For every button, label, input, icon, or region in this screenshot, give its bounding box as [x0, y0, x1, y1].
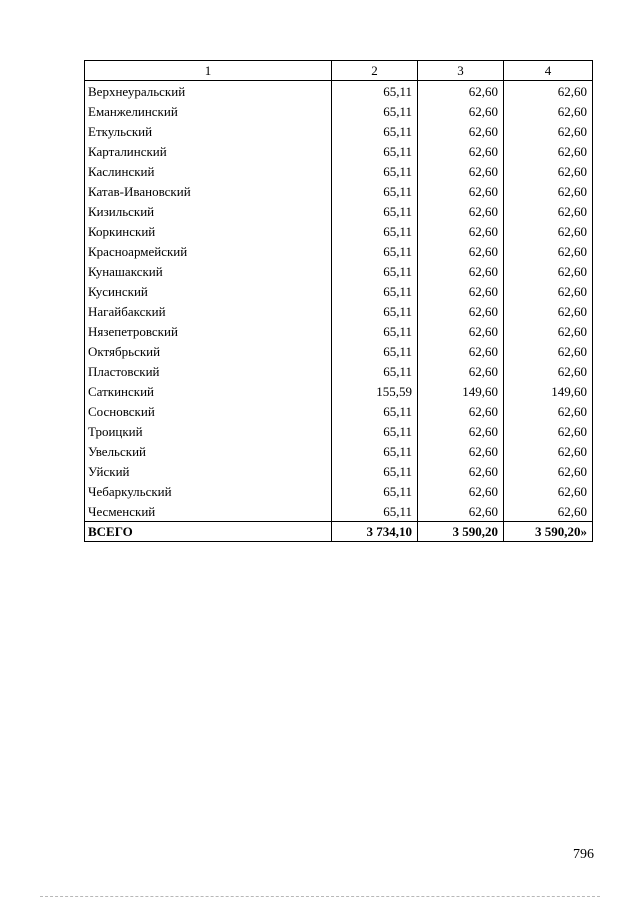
value-col3: 62,60 [418, 421, 504, 441]
district-name: Пластовский [85, 361, 332, 381]
value-col3: 62,60 [418, 201, 504, 221]
total-row [85, 522, 593, 542]
value-col3: 62,60 [418, 501, 504, 522]
value-col4: 62,60 [504, 301, 593, 321]
value-col4: 62,60 [504, 201, 593, 221]
total-value-col3: 3 590,20 [418, 522, 504, 542]
table-header [85, 61, 593, 81]
table-body [85, 81, 593, 522]
district-name: Катав-Ивановский [85, 181, 332, 201]
value-col3: 62,60 [418, 261, 504, 281]
value-col4: 62,60 [504, 101, 593, 121]
district-name: Чебаркульский [85, 481, 332, 501]
value-col3: 62,60 [418, 161, 504, 181]
district-name: Сосновский [85, 401, 332, 421]
table-row [85, 301, 593, 321]
table-footer [85, 522, 593, 542]
value-col2: 65,11 [332, 361, 418, 381]
value-col2: 65,11 [332, 501, 418, 522]
value-col2: 65,11 [332, 181, 418, 201]
value-col2: 65,11 [332, 221, 418, 241]
district-name: Уйский [85, 461, 332, 481]
table-row [85, 201, 593, 221]
column-header-1: 1 [85, 61, 332, 81]
value-col2: 65,11 [332, 101, 418, 121]
district-name: Еманжелинский [85, 101, 332, 121]
value-col2: 65,11 [332, 401, 418, 421]
value-col2: 65,11 [332, 141, 418, 161]
district-name: Чесменский [85, 501, 332, 522]
table-row [85, 341, 593, 361]
total-label: ВСЕГО [85, 522, 332, 542]
total-value-col2: 3 734,10 [332, 522, 418, 542]
value-col3: 149,60 [418, 381, 504, 401]
value-col2: 65,11 [332, 201, 418, 221]
header-row [85, 61, 593, 81]
value-col3: 62,60 [418, 141, 504, 161]
value-col4: 62,60 [504, 221, 593, 241]
column-header-3: 3 [418, 61, 504, 81]
value-col2: 155,59 [332, 381, 418, 401]
value-col3: 62,60 [418, 81, 504, 102]
value-col3: 62,60 [418, 281, 504, 301]
value-col4: 62,60 [504, 461, 593, 481]
value-col2: 65,11 [332, 441, 418, 461]
district-name: Верхнеуральский [85, 81, 332, 102]
value-col3: 62,60 [418, 321, 504, 341]
value-col4: 149,60 [504, 381, 593, 401]
value-col4: 62,60 [504, 281, 593, 301]
value-col3: 62,60 [418, 181, 504, 201]
district-name: Увельский [85, 441, 332, 461]
district-name: Саткинский [85, 381, 332, 401]
table-row [85, 441, 593, 461]
value-col3: 62,60 [418, 481, 504, 501]
table-row [85, 461, 593, 481]
value-col3: 62,60 [418, 361, 504, 381]
district-name: Октябрьский [85, 341, 332, 361]
value-col4: 62,60 [504, 161, 593, 181]
value-col4: 62,60 [504, 441, 593, 461]
district-name: Кизильский [85, 201, 332, 221]
table-row [85, 361, 593, 381]
value-col2: 65,11 [332, 81, 418, 102]
value-col2: 65,11 [332, 241, 418, 261]
column-header-2: 2 [332, 61, 418, 81]
value-col3: 62,60 [418, 121, 504, 141]
district-name: Кунашакский [85, 261, 332, 281]
total-value-col4: 3 590,20» [504, 522, 593, 542]
value-col2: 65,11 [332, 481, 418, 501]
value-col3: 62,60 [418, 461, 504, 481]
value-col4: 62,60 [504, 401, 593, 421]
value-col2: 65,11 [332, 301, 418, 321]
value-col3: 62,60 [418, 101, 504, 121]
table-row [85, 381, 593, 401]
table-row [85, 401, 593, 421]
table-row [85, 181, 593, 201]
value-col3: 62,60 [418, 221, 504, 241]
value-col3: 62,60 [418, 341, 504, 361]
value-col2: 65,11 [332, 461, 418, 481]
table-row [85, 101, 593, 121]
table-row [85, 121, 593, 141]
value-col3: 62,60 [418, 301, 504, 321]
value-col4: 62,60 [504, 341, 593, 361]
value-col4: 62,60 [504, 501, 593, 522]
column-header-4: 4 [504, 61, 593, 81]
district-name: Каслинский [85, 161, 332, 181]
value-col4: 62,60 [504, 321, 593, 341]
page-number: 796 [573, 847, 594, 862]
table-row [85, 481, 593, 501]
table-row [85, 421, 593, 441]
value-col2: 65,11 [332, 321, 418, 341]
table-row [85, 261, 593, 281]
budget-table [84, 60, 593, 542]
value-col4: 62,60 [504, 261, 593, 281]
value-col3: 62,60 [418, 401, 504, 421]
value-col3: 62,60 [418, 441, 504, 461]
value-col4: 62,60 [504, 181, 593, 201]
value-col4: 62,60 [504, 361, 593, 381]
value-col2: 65,11 [332, 341, 418, 361]
district-name: Нагайбакский [85, 301, 332, 321]
value-col3: 62,60 [418, 241, 504, 261]
table-row [85, 241, 593, 261]
value-col2: 65,11 [332, 421, 418, 441]
value-col2: 65,11 [332, 121, 418, 141]
value-col4: 62,60 [504, 241, 593, 261]
value-col4: 62,60 [504, 81, 593, 102]
table-row [85, 281, 593, 301]
district-name: Карталинский [85, 141, 332, 161]
value-col4: 62,60 [504, 121, 593, 141]
footer-divider [40, 896, 600, 897]
table-row [85, 321, 593, 341]
value-col2: 65,11 [332, 161, 418, 181]
district-name: Кусинский [85, 281, 332, 301]
table-row [85, 221, 593, 241]
district-name: Еткульский [85, 121, 332, 141]
value-col4: 62,60 [504, 421, 593, 441]
table-row [85, 161, 593, 181]
district-name: Троицкий [85, 421, 332, 441]
district-name: Нязепетровский [85, 321, 332, 341]
value-col2: 65,11 [332, 261, 418, 281]
district-name: Красноармейский [85, 241, 332, 261]
table-row [85, 141, 593, 161]
value-col2: 65,11 [332, 281, 418, 301]
value-col4: 62,60 [504, 481, 593, 501]
table-row [85, 81, 593, 102]
table-row [85, 501, 593, 522]
value-col4: 62,60 [504, 141, 593, 161]
district-name: Коркинский [85, 221, 332, 241]
